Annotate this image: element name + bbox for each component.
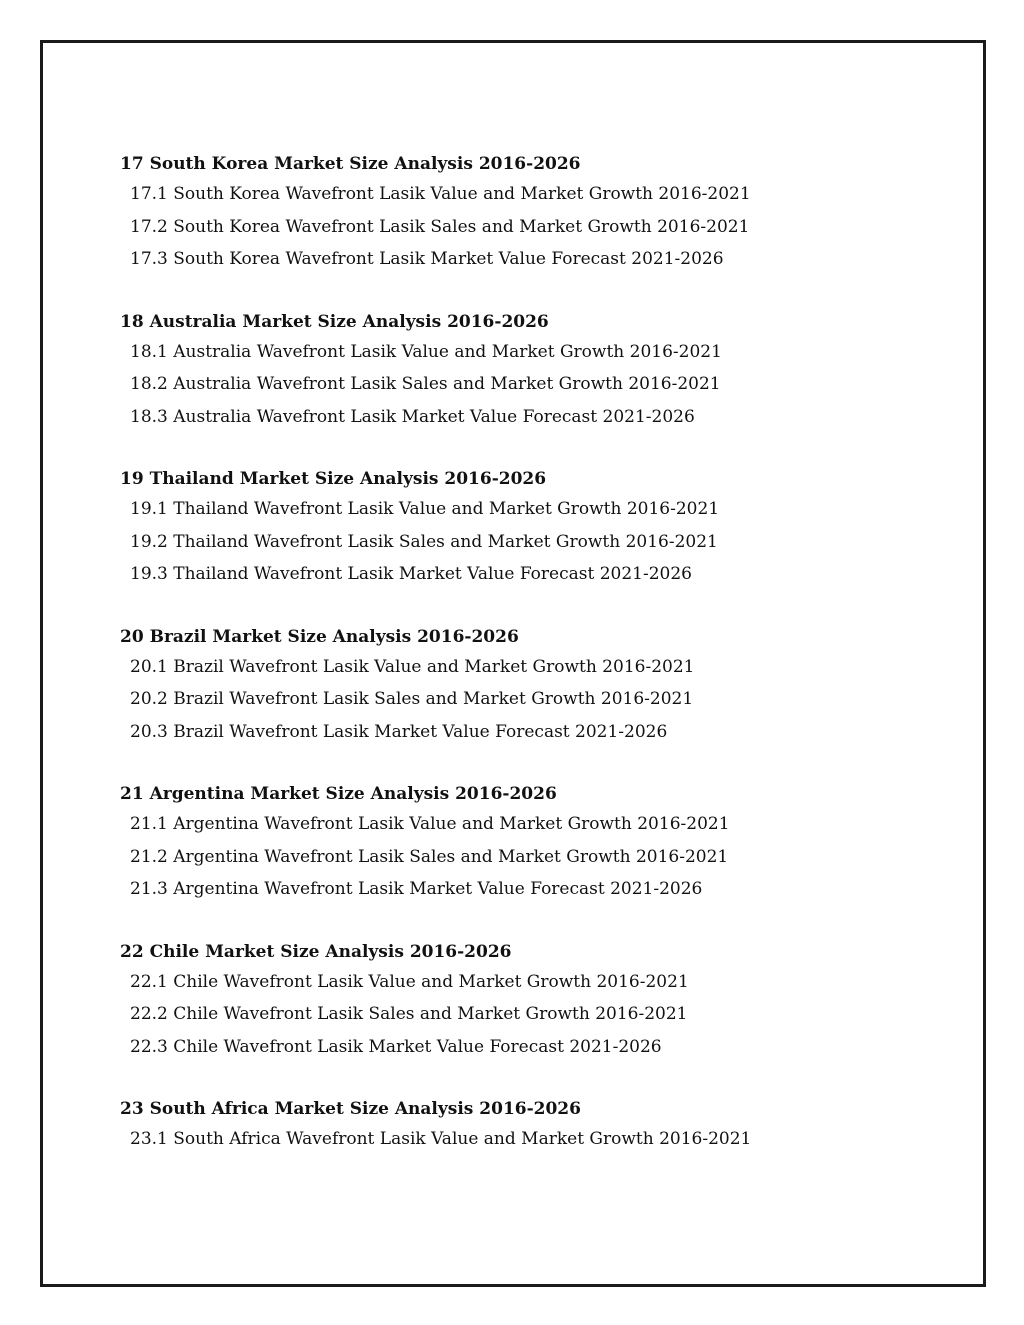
toc-section-australia [120,308,920,434]
section-heading: 18 Australia Market Size Analysis 2016-2026 [120,311,549,332]
toc-section-argentina [120,780,920,906]
toc-item: 22.3 Chile Wavefront Lasik Market Value Forecast 2021-2026 [130,1036,662,1057]
toc-item: 21.1 Argentina Wavefront Lasik Value and Market Growth 2016-2021 [130,814,730,834]
toc-item: 17.2 South Korea Wavefront Lasik Sales and Market Growth 2016-2021 [130,216,750,237]
table-of-contents [120,150,920,1188]
toc-item: 21.3 Argentina Wavefront Lasik Market Value Forecast 2021-2026 [130,879,703,899]
section-heading: 20 Brazil Market Size Analysis 2016-2026 [120,626,519,647]
toc-item: 19.3 Thailand Wavefront Lasik Market Value Forecast 2021-2026 [130,564,692,584]
toc-section-brazil [120,623,920,749]
toc-item: 17.1 South Korea Wavefront Lasik Value and Market Growth 2016-2021 [130,184,751,204]
toc-item: 19.2 Thailand Wavefront Lasik Sales and Market Growth 2016-2021 [130,531,718,552]
toc-item: 18.3 Australia Wavefront Lasik Market Value Forecast 2021-2026 [130,406,695,427]
toc-section-thailand [120,465,920,591]
toc-section-south-africa [120,1095,920,1156]
toc-section-south-korea [120,150,920,276]
section-heading: 22 Chile Market Size Analysis 2016-2026 [120,941,512,962]
toc-item: 23.1 South Africa Wavefront Lasik Value and Market Growth 2016-2021 [130,1129,752,1149]
toc-item: 17.3 South Korea Wavefront Lasik Market Value Forecast 2021-2026 [130,249,724,269]
section-heading: 21 Argentina Market Size Analysis 2016-2026 [120,784,557,804]
toc-item: 20.1 Brazil Wavefront Lasik Value and Market Growth 2016-2021 [130,656,695,677]
section-heading: 23 South Africa Market Size Analysis 2016-2026 [120,1099,581,1119]
toc-item: 19.1 Thailand Wavefront Lasik Value and Market Growth 2016-2021 [130,499,720,519]
toc-item: 20.2 Brazil Wavefront Lasik Sales and Market Growth 2016-2021 [130,689,694,709]
toc-item: 21.2 Argentina Wavefront Lasik Sales and Market Growth 2016-2021 [130,846,729,867]
toc-section-chile [120,938,920,1064]
toc-item: 18.1 Australia Wavefront Lasik Value and Market Growth 2016-2021 [130,341,722,362]
section-heading: 17 South Korea Market Size Analysis 2016-2026 [120,154,581,174]
toc-item: 22.1 Chile Wavefront Lasik Value and Market Growth 2016-2021 [130,971,689,992]
toc-item: 22.2 Chile Wavefront Lasik Sales and Market Growth 2016-2021 [130,1004,688,1024]
toc-item: 18.2 Australia Wavefront Lasik Sales and Market Growth 2016-2021 [130,374,721,394]
section-heading: 19 Thailand Market Size Analysis 2016-2026 [120,469,547,489]
toc-item: 20.3 Brazil Wavefront Lasik Market Value Forecast 2021-2026 [130,721,668,742]
